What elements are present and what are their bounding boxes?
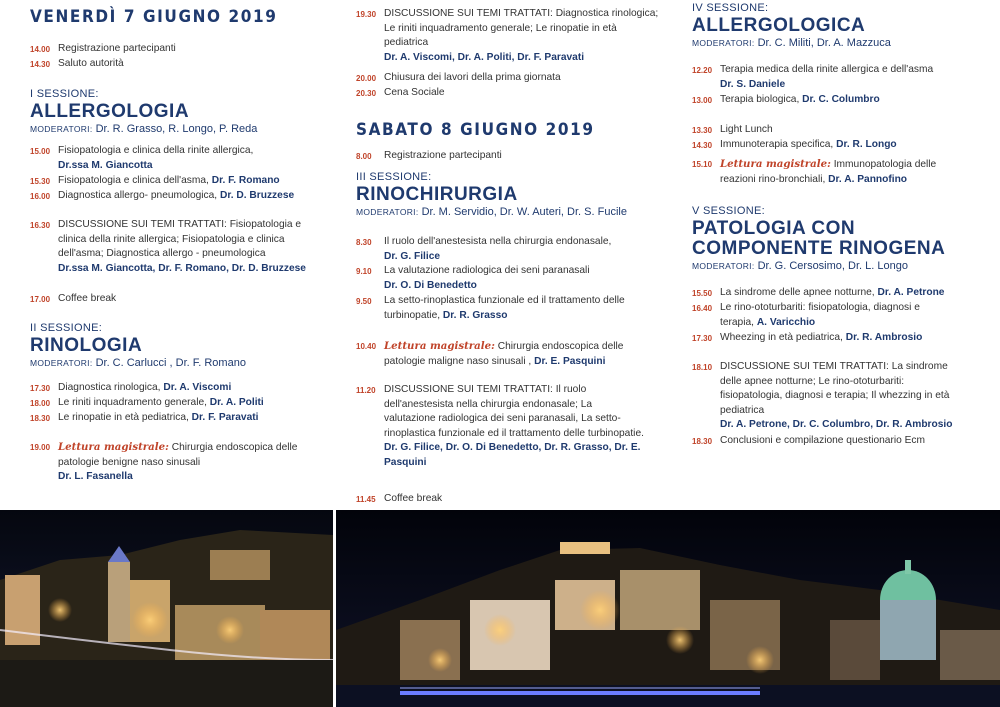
item-text: Conclusioni e compilazione questionario Ecm: [720, 435, 925, 446]
speaker-name: Dr. A. Petrone: [877, 287, 945, 298]
schedule-item: [30, 292, 330, 307]
discussion-item: [356, 7, 661, 65]
time-label: 13.00: [692, 96, 713, 105]
session-number: II SESSIONE:: [30, 322, 103, 334]
item-text: Wheezing in età pediatrica,: [720, 332, 843, 343]
session-number: IV SESSIONE:: [692, 2, 769, 14]
item-text: Terapia medica della rinite allergica e dell'asma: [720, 64, 934, 75]
time-label: 19.30: [356, 10, 377, 19]
moderators-names: Dr. C. Carlucci , Dr. F. Romano: [95, 357, 246, 369]
session-title: RINOCHIRURGIA: [356, 184, 518, 205]
lettura-magistrale-item: [30, 440, 330, 485]
time-label: 17.00: [30, 295, 51, 304]
speaker-name: Dr. A. Viscomi: [163, 382, 232, 393]
item-text: Immunopatologia delle reazioni rino-bronchiali,: [720, 159, 937, 185]
item-text: DISCUSSIONE SUI TEMI TRATTATI: Il ruolo dell'anestesista nella chirurgia endonasale; La valutazione radiologica dei seni paranasali, La setto-rinoplastica funzionale ed il trattamento delle turbinopatie.: [384, 384, 644, 439]
item-text: Il ruolo dell'anestesista nella chirurgia endonasale,: [384, 236, 612, 247]
moderators-label: MODERATORI:: [30, 358, 93, 368]
session-title: RINOLOGIA: [30, 335, 143, 356]
item-text: Diagnostica allergo- pneumologica,: [58, 190, 218, 201]
speaker-name: Dr. F. Romano: [211, 175, 280, 186]
schedule-item: [30, 174, 330, 189]
schedule-item: [356, 149, 661, 164]
item-text: La setto-rinoplastica funzionale ed il trattamento delle turbinopatie,: [384, 295, 625, 321]
moderators-names: Dr. M. Servidio, Dr. W. Auteri, Dr. S. Fucile: [421, 206, 627, 218]
speaker-names: Dr. G. Filice, Dr. O. Di Benedetto, Dr. R. Grasso, Dr. E. Pasquini: [384, 442, 641, 468]
item-text: DISCUSSIONE SUI TEMI TRATTATI: Fisiopatologia e clinica della rinite allergica; Fisiopatologia e clinica dell'asma; Diagnostica allergo - pneumologica: [58, 219, 302, 260]
schedule-item: [356, 264, 661, 293]
item-text: Terapia biologica,: [720, 94, 800, 105]
item-text: Cena Sociale: [384, 87, 445, 98]
moderators-names: Dr. R. Grasso, R. Longo, P. Reda: [95, 123, 258, 135]
schedule-item: [356, 71, 661, 86]
item-text: Fisiopatologia e clinica della rinite allergica,: [58, 145, 254, 156]
speaker-name: Dr. S. Daniele: [720, 78, 786, 90]
time-label: 13.30: [692, 126, 713, 135]
moderators-label: MODERATORI:: [692, 38, 755, 48]
speaker-name: Dr. E. Pasquini: [534, 355, 606, 367]
speaker-name: Dr. D. Bruzzese: [219, 190, 295, 201]
item-text: Fisiopatologia e clinica dell'asma,: [58, 175, 209, 186]
time-label: 10.40: [356, 342, 377, 351]
time-label: 17.30: [30, 384, 51, 393]
speaker-name: Dr. R. Ambrosio: [845, 332, 923, 343]
lettura-label: Lettura magistrale:: [384, 340, 495, 352]
lettura-magistrale-item: [692, 157, 992, 187]
schedule-item: [692, 138, 992, 153]
time-label: 16.00: [30, 192, 51, 201]
schedule-item: [356, 235, 661, 264]
discussion-item: [30, 218, 330, 276]
moderators-line: [356, 206, 627, 218]
schedule-item: [356, 86, 661, 101]
time-label: 9.50: [356, 297, 372, 306]
schedule-item: [356, 294, 661, 323]
item-text: DISCUSSIONE SUI TEMI TRATTATI: Diagnostica rinologica; Le riniti inquadramento generale; Le rinopatie in età pediatrica: [384, 8, 659, 49]
item-text: Diagnostica rinologica,: [58, 382, 161, 393]
discussion-item: [356, 383, 661, 471]
item-text: Saluto autorità: [58, 58, 124, 69]
item-text: Le riniti inquadramento generale,: [58, 397, 207, 408]
session-title: ALLERGOLOGICA: [692, 15, 866, 36]
speaker-name: Dr. G. Filice: [384, 250, 441, 262]
time-label: 20.30: [356, 89, 377, 98]
schedule-item: [30, 189, 330, 204]
session-number: III SESSIONE:: [356, 171, 432, 183]
speaker-name: Dr. O. Di Benedetto: [384, 279, 477, 291]
time-label: 19.00: [30, 443, 51, 452]
time-label: 11.45: [356, 495, 376, 504]
time-label: 15.30: [30, 177, 51, 186]
session-title: ALLERGOLOGIA: [30, 101, 190, 122]
schedule-item: [692, 123, 992, 138]
day-title-friday: VENERDÌ 7 GIUGNO 2019: [30, 7, 278, 27]
schedule-item: [30, 42, 330, 57]
time-label: 14.30: [30, 60, 51, 69]
speaker-names: Dr. A. Viscomi, Dr. A. Politi, Dr. F. Paravati: [384, 51, 585, 63]
item-text: Le rinopatie in età pediatrica,: [58, 412, 189, 423]
time-label: 16.30: [30, 221, 51, 230]
item-text: Registrazione partecipanti: [58, 43, 176, 54]
item-text: La valutazione radiologica dei seni paranasali: [384, 265, 590, 276]
speaker-name: Dr. C. Columbro: [802, 94, 880, 105]
time-label: 20.00: [356, 74, 377, 83]
schedule-item: [692, 93, 992, 108]
speaker-name: Dr. A. Pannofino: [828, 173, 908, 185]
item-text: Light Lunch: [720, 124, 773, 135]
moderators-line: [30, 357, 246, 369]
item-text: Registrazione partecipanti: [384, 150, 502, 161]
night-town-photos: [0, 510, 1000, 707]
schedule-item: [30, 144, 330, 173]
item-text: DISCUSSIONE SUI TEMI TRATTATI: La sindrome delle apnee notturne; Le rino-ototurbariti: fisiopatologia, diagnosi e terapia; Il whezzing in età pediatrica: [720, 361, 950, 416]
speaker-names: Dr. A. Petrone, Dr. C. Columbro, Dr. R. Ambrosio: [720, 419, 953, 431]
time-label: 15.10: [692, 160, 713, 169]
speaker-name: Dr. A. Politi: [209, 397, 264, 408]
lettura-magistrale-item: [356, 339, 661, 369]
time-label: 14.30: [692, 141, 713, 150]
speaker-name: Dr. R. Longo: [836, 139, 897, 150]
time-label: 11.20: [356, 386, 376, 395]
schedule-item: [30, 411, 330, 426]
speaker-name: Dr. L. Fasanella: [58, 471, 133, 483]
time-label: 18.10: [692, 363, 713, 372]
time-label: 9.10: [356, 267, 372, 276]
item-text: Chirurgia endoscopica delle patologie maligne naso sinusali ,: [384, 341, 624, 367]
schedule-item: [692, 301, 992, 330]
time-label: 18.30: [30, 414, 51, 423]
time-label: 14.00: [30, 45, 51, 54]
speaker-name: Dr.ssa M. Giancotta: [58, 159, 153, 171]
time-label: 8.30: [356, 238, 372, 247]
time-label: 17.30: [692, 334, 713, 343]
day-title-saturday: SABATO 8 GIUGNO 2019: [356, 120, 595, 140]
moderators-label: MODERATORI:: [356, 207, 419, 217]
schedule-item: [30, 57, 330, 72]
time-label: 18.30: [692, 437, 713, 446]
session-number: V SESSIONE:: [692, 205, 765, 217]
item-text: Coffee break: [58, 293, 117, 304]
time-label: 18.00: [30, 399, 51, 408]
moderators-line: [692, 37, 891, 49]
schedule-item: [356, 492, 661, 507]
moderators-names: Dr. G. Cersosimo, Dr. L. Longo: [757, 260, 908, 272]
time-label: 16.40: [692, 304, 713, 313]
schedule-item: [30, 381, 330, 396]
schedule-item: [692, 331, 992, 346]
schedule-item: [692, 286, 992, 301]
time-label: 15.00: [30, 147, 51, 156]
moderators-line: [30, 123, 257, 135]
discussion-item: [692, 360, 992, 433]
item-text: La sindrome delle apnee notturne,: [720, 287, 875, 298]
item-text: Chiusura dei lavori della prima giornata: [384, 72, 561, 83]
time-label: 8.00: [356, 152, 372, 161]
item-text: Coffee break: [384, 493, 443, 504]
session-title: PATOLOGIA CON COMPONENTE RINOGENA: [692, 218, 946, 259]
speaker-names: Dr.ssa M. Giancotta, Dr. F. Romano, Dr. D. Bruzzese: [58, 262, 306, 274]
speaker-name: A. Varicchio: [756, 316, 816, 328]
schedule-item: [30, 396, 330, 411]
item-text: Chirurgia endoscopica delle patologie benigne naso sinusali: [58, 442, 298, 468]
moderators-line: [692, 260, 908, 272]
schedule-item: [692, 434, 992, 449]
lettura-label: Lettura magistrale:: [58, 441, 169, 453]
night-town-illustration: [0, 510, 1000, 707]
moderators-names: Dr. C. Militi, Dr. A. Mazzuca: [757, 37, 891, 49]
item-text: Immunoterapia specifica,: [720, 139, 834, 150]
moderators-label: MODERATORI:: [692, 261, 755, 271]
time-label: 15.50: [692, 289, 713, 298]
lettura-label: Lettura magistrale:: [720, 158, 831, 170]
time-label: 12.20: [692, 66, 713, 75]
item-text: Le rino-ototurbariti: fisiopatologia, diagnosi e terapia,: [720, 302, 920, 328]
schedule-item: [692, 63, 992, 92]
speaker-name: Dr. F. Paravati: [191, 412, 259, 423]
moderators-label: MODERATORI:: [30, 124, 93, 134]
speaker-name: Dr. R. Grasso: [442, 309, 508, 321]
session-number: I SESSIONE:: [30, 88, 99, 100]
